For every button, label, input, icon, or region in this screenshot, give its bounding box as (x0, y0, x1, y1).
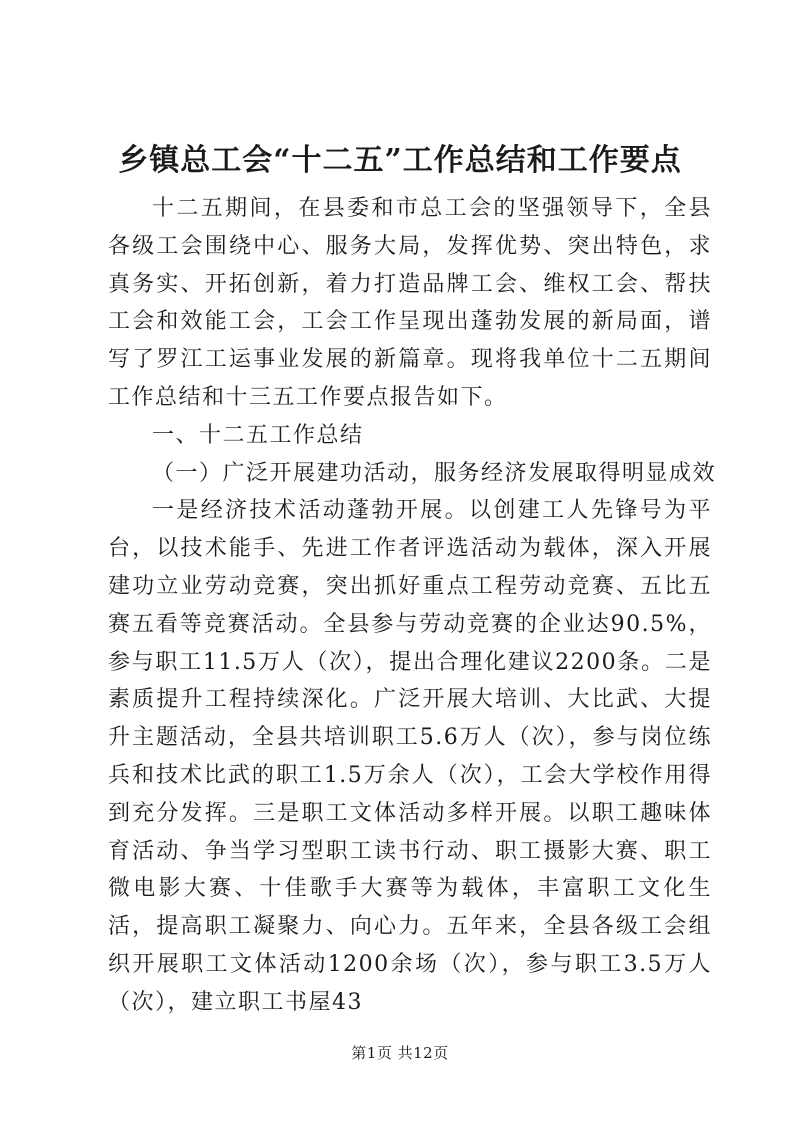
section-heading: 一、十二五工作总结 (152, 422, 364, 448)
body-paragraph: 一是经济技术活动蓬勃开展。以创建工人先锋号为平台，以技术能手、先进工作者评选活动为载体，深入开展建功立业劳动竞赛，突出抓好重点工程劳动竞赛、五比五赛五看等竞赛活动。全县参与劳动竞赛的企业达90.5%，参与职工11.5万人（次），提出合理化建议2200条。二是素质提升工程持续深化。广泛开展大培训、大比武、大提升主题活动，全县共培训职工5.6万人（次），参与岗位练兵和技术比武的职工1.5万余人（次），工会大学校作用得到充分发挥。三是职工文体活动多样开展。以职工趣味体育活动、争当学习型职工读书行动、职工摄影大赛、职工微电影大赛、十佳歌手大赛等为载体，丰富职工文化生活，提高职工凝聚力、向心力。五年来，全县各级工会组织开展职工文体活动1200余场（次），参与职工3.5万人（次），建立职工书屋43 (108, 498, 712, 1015)
subsection-heading: （一）广泛开展建功活动，服务经济发展取得明显成效 (152, 460, 717, 486)
intro-paragraph: 十二五期间，在县委和市总工会的坚强领导下，全县各级工会围绕中心、服务大局，发挥优势、突出特色，求真务实、开拓创新，着力打造品牌工会、维权工会、帮扶工会和效能工会，工会工作呈现出蓬勃发展的新局面，谱写了罗江工运事业发展的新篇章。现将我单位十二五期间工作总结和十三五工作要点报告如下。 (108, 196, 712, 410)
document-title: 乡镇总工会“十二五”工作总结和工作要点 (118, 143, 682, 178)
page-footer: 第1页 共12页 (351, 1044, 449, 1062)
document-body (108, 190, 717, 1022)
